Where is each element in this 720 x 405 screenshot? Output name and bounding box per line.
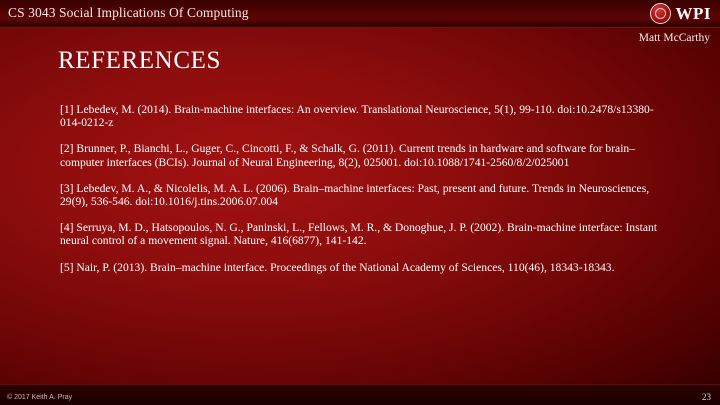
wpi-seal-icon (650, 3, 671, 24)
list-item: [1] Lebedev, M. (2014). Brain-machine interfaces: An overview. Translational Neuroscience, 5(1), 99-110. doi:10.2478/s13380-014-0212-z (60, 103, 654, 130)
reference-list (60, 103, 660, 287)
copyright-notice: © 2017 Keith A. Pray (7, 394, 73, 401)
footer-band (0, 384, 720, 405)
course-title: CS 3043 Social Implications Of Computing (8, 5, 249, 20)
list-item: [4] Serruya, M. D., Hatsopoulos, N. G., Paninski, L., Fellows, M. R., & Donoghue, J. P. (2002). Brain-machine interface: Instant neural control of a movement signal. Nature, 416(6877), 141-142. (60, 221, 657, 248)
list-item: [5] Nair, P. (2013). Brain–machine interface. Proceedings of the National Academy of Sciences, 110(46), 18343-18343. (60, 260, 615, 274)
author-name: Matt McCarthy (638, 32, 710, 44)
wpi-logo-text: WPI (675, 4, 711, 23)
wpi-logo (650, 3, 712, 24)
list-item: [3] Lebedev, M. A., & Nicolelis, M. A. L. (2006). Brain–machine interfaces: Past, present and future. Trends in Neurosciences, 29(9), 536-546. doi:10.1016/j.tins.2006.07.004 (60, 181, 650, 209)
list-item: [2] Brunner, P., Bianchi, L., Guger, C., Cincotti, F., & Schalk, G. (2011). Current trends in hardware and software for brain–computer interfaces (BCIs). Journal of Neural Engineering, 8(2), 025001. doi:10.1088/1741-2560/8/2/025001 (60, 142, 636, 169)
header-band (0, 0, 720, 28)
page-title: REFERENCES (58, 47, 221, 74)
page-number: 23 (702, 392, 711, 402)
